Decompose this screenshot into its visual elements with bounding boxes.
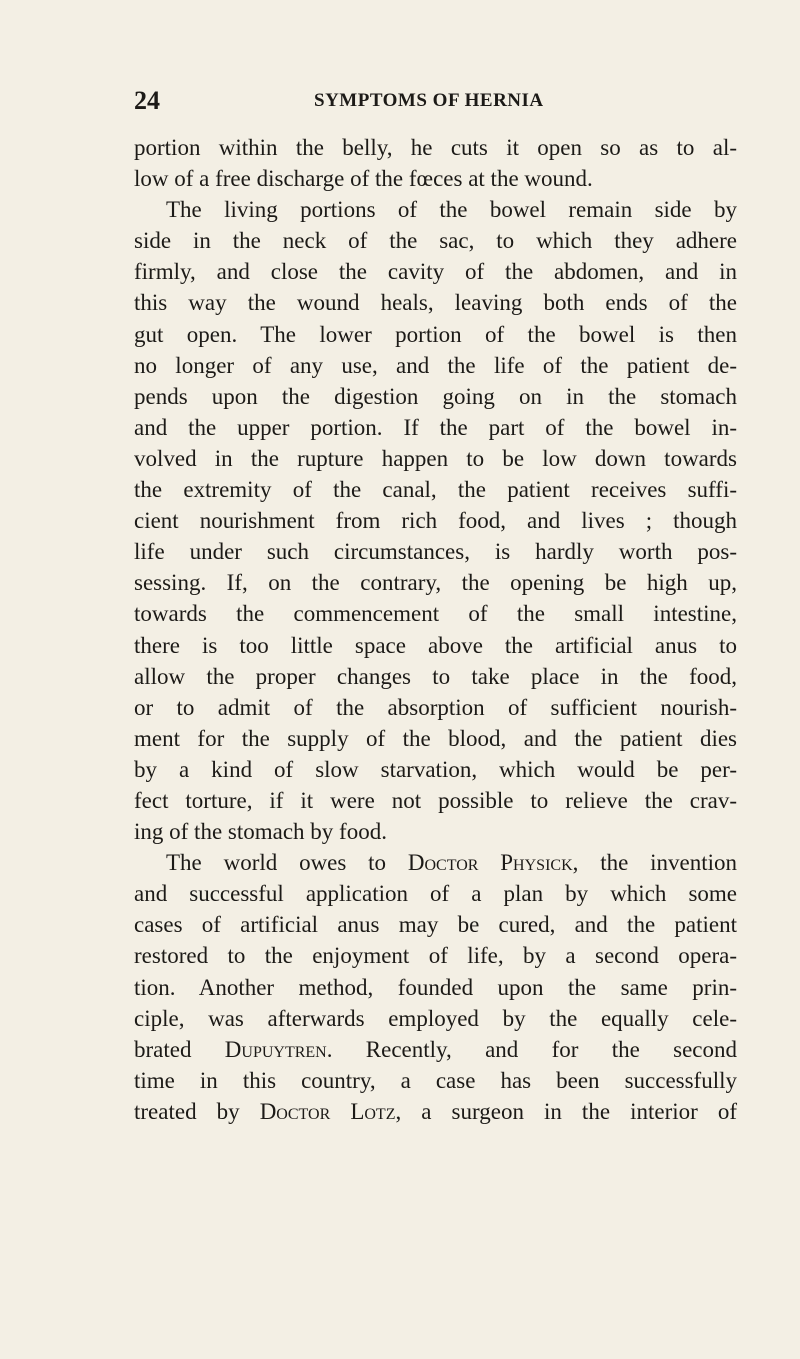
text-line: ing of the stomach by food.	[134, 819, 387, 845]
text-line: pends upon the digestion going on in the stomach	[134, 383, 737, 409]
running-title: SYMPTOMS OF HERNIA	[314, 90, 544, 111]
text-line: ciple, was afterwards employed by the equally cele-	[134, 1005, 737, 1031]
text-line: and successful application of a plan by which some	[134, 881, 737, 907]
text-line: time in this country, a case has been successfully	[134, 1067, 737, 1093]
body-text	[134, 132, 737, 1127]
text-line: The living portions of the bowel remain side by	[166, 197, 737, 223]
text-line: volved in the rupture happen to be low down towards	[134, 445, 737, 471]
text-line: gut open. The lower portion of the bowel is then	[134, 321, 737, 347]
page-number: 24	[134, 86, 160, 115]
text-line: tion. Another method, founded upon the same prin-	[134, 974, 737, 1000]
text-line: side in the neck of the sac, to which they adhere	[134, 228, 737, 254]
text-line: sessing. If, on the contrary, the opening be high up,	[134, 570, 737, 596]
text-line: brated Dupuytren. Recently, and for the second	[134, 1036, 738, 1062]
text-line: low of a free discharge of the fœces at the wound.	[134, 166, 593, 192]
text-line: the extremity of the canal, the patient receives suffi-	[134, 477, 737, 503]
text-line: no longer of any use, and the life of the patient de-	[134, 352, 737, 378]
text-line: The world owes to Doctor Physick, the invention	[166, 850, 737, 876]
text-line: cases of artificial anus may be cured, and the patient	[134, 912, 737, 938]
text-line: and the upper portion. If the part of the bowel in-	[134, 414, 737, 440]
text-line: cient nourishment from rich food, and lives ; though	[134, 508, 737, 534]
text-line: ment for the supply of the blood, and the patient dies	[134, 725, 737, 751]
page-header	[134, 86, 734, 116]
text-line: there is too little space above the artificial anus to	[134, 632, 737, 658]
text-line: this way the wound heals, leaving both ends of the	[134, 290, 737, 316]
text-line: portion within the belly, he cuts it open so as to al-	[134, 135, 737, 160]
text-line: by a kind of slow starvation, which would be per-	[134, 756, 737, 782]
text-line: or to admit of the absorption of sufficient nourish-	[134, 694, 737, 720]
text-line: treated by Doctor Lotz, a surgeon in the interior of	[134, 1098, 737, 1124]
text-line: allow the proper changes to take place in the food,	[134, 663, 737, 689]
text-line: life under such circumstances, is hardly worth pos-	[134, 539, 737, 565]
text-line: restored to the enjoyment of life, by a second opera-	[134, 943, 737, 969]
text-line: fect torture, if it were not possible to relieve the crav-	[134, 787, 737, 813]
text-line: firmly, and close the cavity of the abdomen, and in	[134, 259, 737, 285]
text-line: towards the commencement of the small intestine,	[134, 601, 737, 627]
